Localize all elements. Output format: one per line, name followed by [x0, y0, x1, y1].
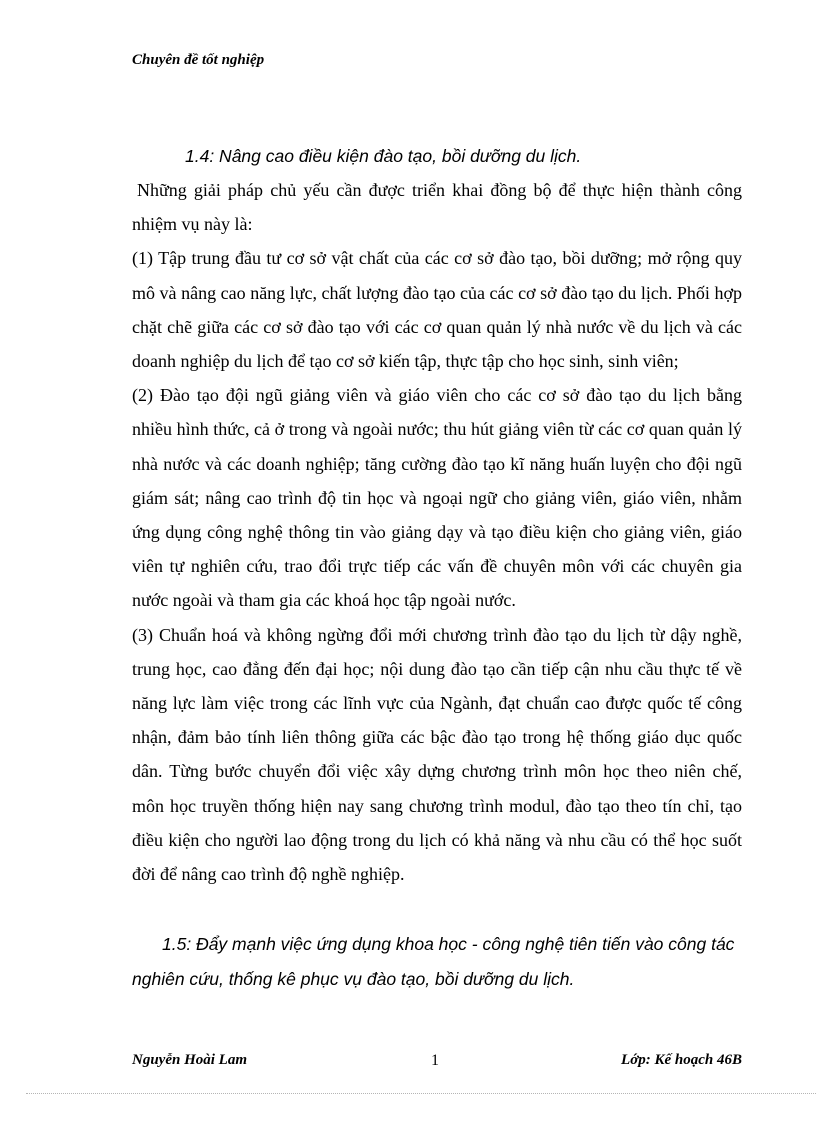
- item-2-paragraph: (2) Đào tạo đội ngũ giảng viên và giáo viên cho các cơ sở đào tạo du lịch bằng nhiều hình thức, cả ở trong và ngoài nước; thu hút giảng viên từ các cơ quan quản lý nhà nước và các doanh nghiệp; tăng cường đào tạo kĩ năng huấn luyện cho đội ngũ giám sát; nâng cao trình độ tin học và ngoại ngữ cho giảng viên, giáo viên, nhằm ứng dụng công nghệ thông tin vào giảng dạy và tạo điều kiện cho giảng viên, giáo viên tự nghiên cứu, trao đổi trực tiếp các vấn đề chuyên môn với các chuyên gia nước ngoài và tham gia các khoá học tập ngoài nước.: [132, 385, 742, 611]
- footer-class-label: Lớp: Kế hoạch 46B: [621, 1052, 742, 1068]
- footer-author: Nguyễn Hoài Lam: [132, 1052, 247, 1068]
- page-number: 1: [431, 1052, 439, 1069]
- section-heading-1-5: 1.5: Đẩy mạnh việc ứng dụng khoa học - công nghệ tiên tiến vào công tác nghiên cứu, thống kê phục vụ đào tạo, bồi dưỡng du lịch.: [132, 934, 735, 989]
- page-bottom-divider: [26, 1093, 816, 1094]
- section-heading-1-4: 1.4: Nâng cao điều kiện đào tạo, bồi dưỡng du lịch.: [185, 146, 582, 166]
- intro-paragraph: Những giải pháp chủ yếu cần được triển khai đồng bộ để thực hiện thành công nhiệm vụ này là:: [132, 180, 742, 235]
- item-1-paragraph: (1) Tập trung đầu tư cơ sở vật chất của các cơ sở đào tạo, bồi dưỡng; mở rộng quy mô và nâng cao năng lực, chất lượng đào tạo của các cơ sở đào tạo du lịch. Phối hợp chặt chẽ giữa các cơ sở đào tạo với các cơ quan quản lý nhà nước về du lịch và các doanh nghiệp du lịch để tạo cơ sở kiến tập, thực tập cho học sinh, sinh viên;: [132, 248, 742, 372]
- item-3-paragraph: (3) Chuẩn hoá và không ngừng đổi mới chương trình đào tạo du lịch từ dậy nghề, trung học, cao đẳng đến đại học; nội dung đào tạo cần tiếp cận nhu cầu thực tế về năng lực làm việc trong các lĩnh vực của Ngành, đạt chuẩn cao được quốc tế công nhận, đảm bảo tính liên thông giữa các bậc đào tạo trong hệ thống giáo dục quốc dân. Từng bước chuyển đổi việc xây dựng chương trình môn học theo niên chế, môn học truyền thống hiện nay sang chương trình modul, đào tạo theo tín chỉ, tạo điều kiện cho người lao động trong du lịch có khả năng và nhu cầu có thể học suốt đời để nâng cao trình độ nghề nghiệp.: [132, 624, 742, 885]
- page-footer: [132, 1052, 742, 1074]
- page-header-title: Chuyên đề tốt nghiệp: [132, 52, 265, 68]
- body-content: [132, 173, 742, 891]
